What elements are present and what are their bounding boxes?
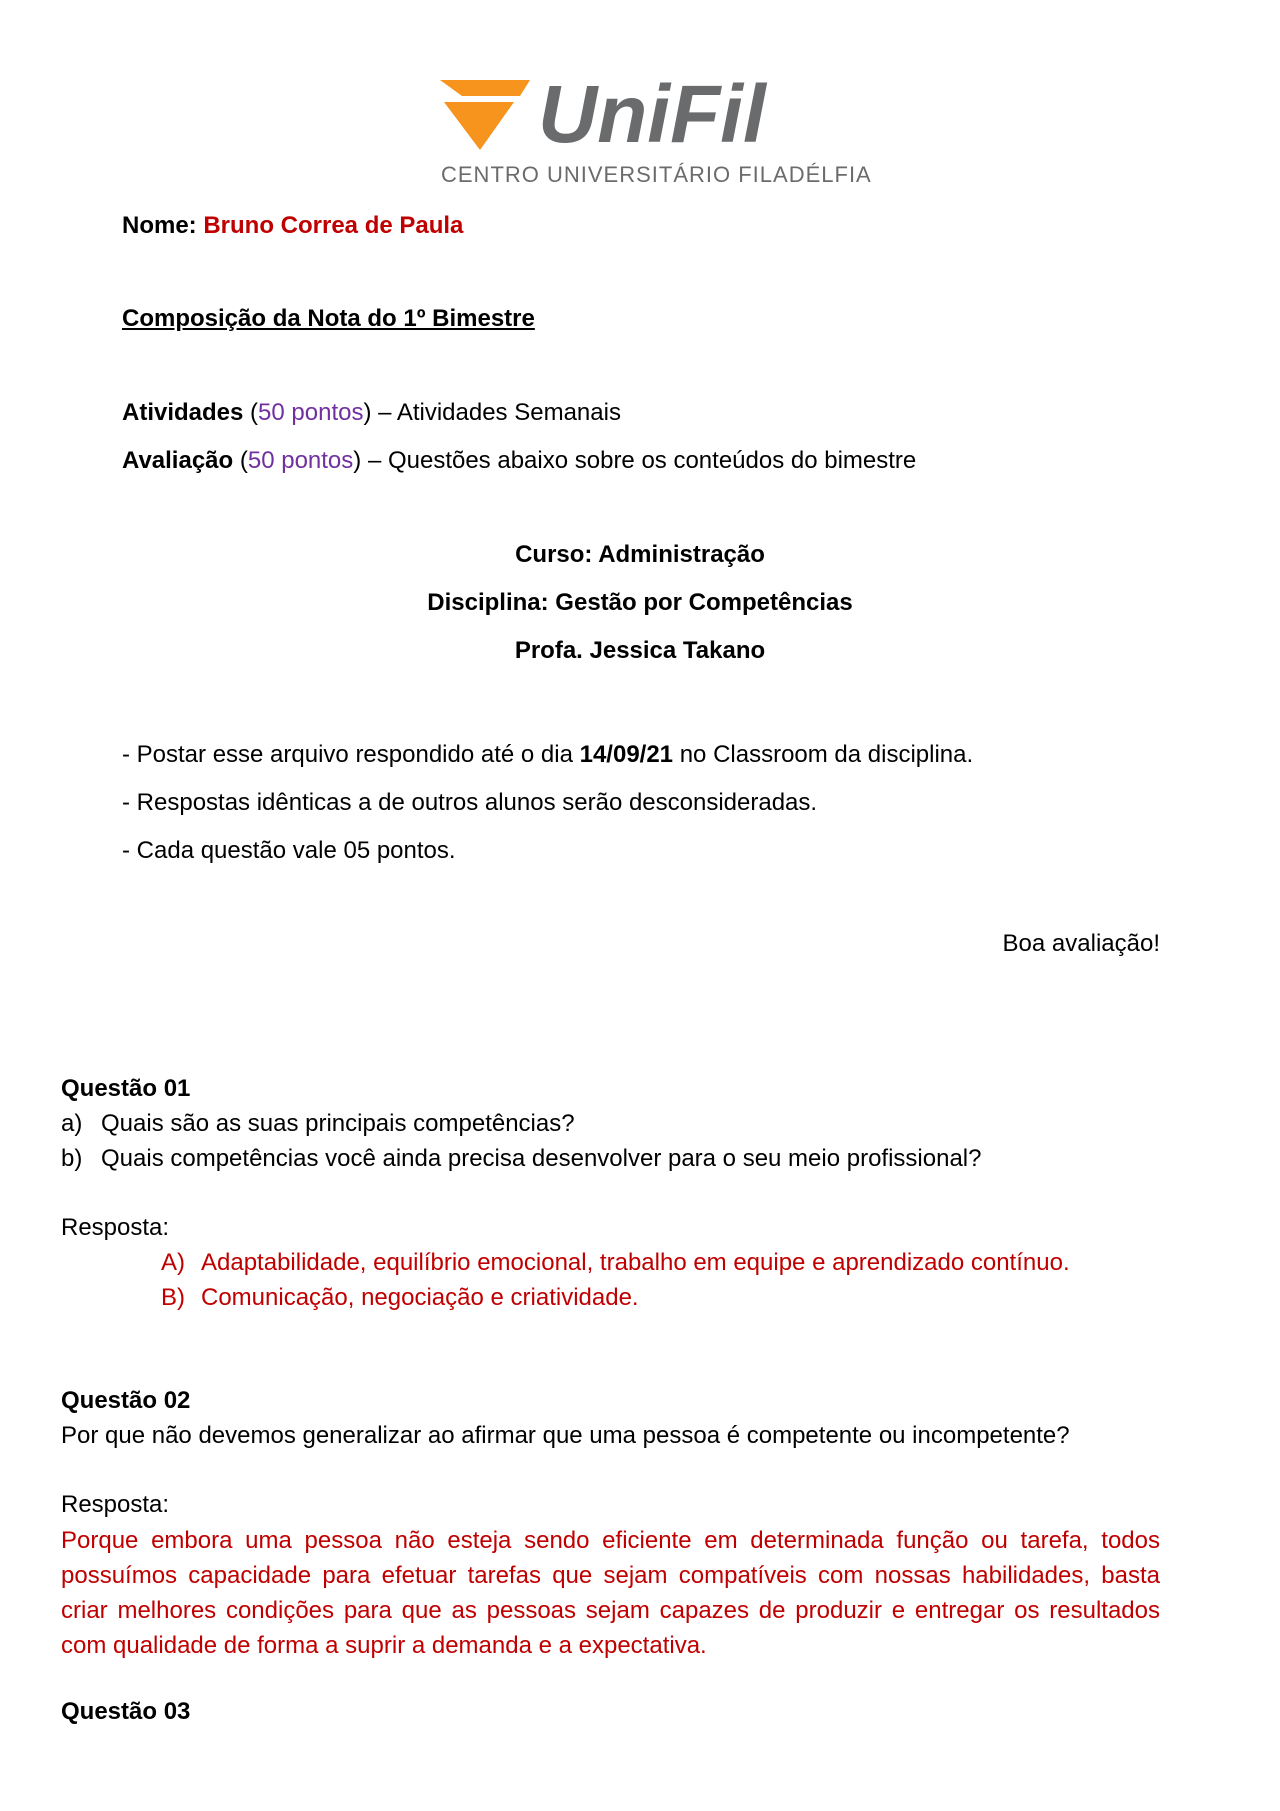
- instruction-deadline: - Postar esse arquivo respondido até o dia 14/09/21 no Classroom da disciplina.: [122, 741, 974, 768]
- question-01-answer-label: Resposta:: [61, 1214, 170, 1241]
- deadline-date: 14/09/21: [579, 741, 674, 768]
- evaluation-line: Avaliação (50 pontos) – Questões abaixo sobre os conteúdos do bimestre: [122, 447, 917, 474]
- question-02-answer-text: Porque embora uma pessoa não esteja sendo eficiente em determinada função ou tarefa, todos possuímos capacidade para efetuar tarefas que sejam compatíveis com nossas habilidades, basta criar melhores condições para que as pessoas sejam capazes de produzir e entregar os resultados com qualidade de forma a suprir a demanda e a expectativa.: [61, 1527, 1160, 1659]
- question-01-title: Questão 01: [61, 1075, 191, 1102]
- question-01-answer-b: B) Comunicação, negociação e criatividade.: [161, 1284, 639, 1311]
- course-line: Curso: Administração: [515, 541, 765, 568]
- question-02-title: Questão 02: [61, 1387, 191, 1414]
- student-name: Bruno Correa de Paula: [203, 212, 464, 239]
- composition-title: Composição da Nota do 1º Bimestre: [122, 305, 535, 332]
- logo-wordmark: UniFil: [538, 70, 766, 160]
- question-01-answer-a: A) Adaptabilidade, equilíbrio emocional, trabalho em equipe e aprendizado contínuo.: [161, 1249, 1070, 1276]
- evaluation-points: 50 pontos: [247, 447, 354, 474]
- question-02-answer-label: Resposta:: [61, 1491, 170, 1518]
- logo-subtitle: CENTRO UNIVERSITÁRIO FILADÉLFIA: [441, 162, 872, 187]
- question-01-item-a: a) Quais são as suas principais competências?: [61, 1110, 575, 1137]
- unifil-logo-mark: [440, 70, 860, 160]
- closing-greeting: Boa avaliação!: [1002, 930, 1160, 957]
- name-label: Nome:: [122, 212, 197, 239]
- question-03-title: Questão 03: [61, 1698, 191, 1725]
- activities-line: Atividades (50 pontos) – Atividades Semanais: [122, 399, 621, 426]
- activities-label: Atividades: [122, 399, 244, 426]
- question-02-prompt: Por que não devemos generalizar ao afirmar que uma pessoa é competente ou incompetente?: [61, 1422, 1070, 1449]
- instruction-identical: - Respostas idênticas a de outros alunos serão desconsideradas.: [122, 789, 818, 816]
- discipline-line: Disciplina: Gestão por Competências: [427, 589, 853, 616]
- professor-line: Profa. Jessica Takano: [514, 637, 766, 664]
- evaluation-label: Avaliação: [122, 447, 234, 474]
- student-name-line: [122, 211, 463, 241]
- activities-points: 50 pontos: [258, 399, 364, 426]
- question-01-item-b: b) Quais competências você ainda precisa desenvolver para o seu meio profissional?: [61, 1145, 982, 1172]
- instruction-points: - Cada questão vale 05 pontos.: [122, 837, 456, 864]
